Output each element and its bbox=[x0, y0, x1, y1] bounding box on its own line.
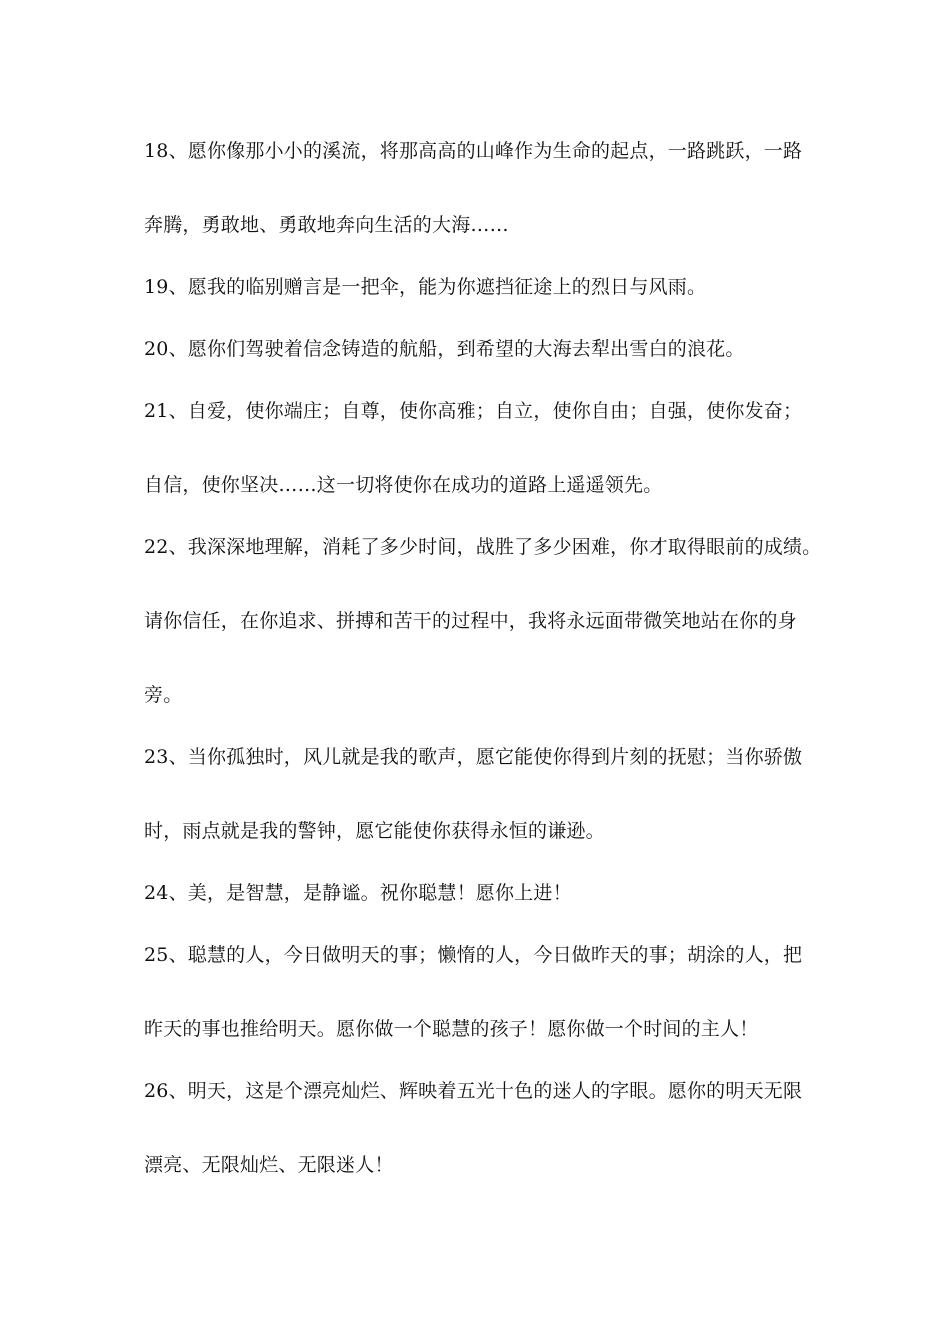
text-line-item-22-part-1: 22、我深深地理解，消耗了多少时间，战胜了多少困难，你才取得眼前的成绩。 bbox=[144, 536, 822, 558]
text-line-item-23-part-1: 23、当你孤独时，风儿就是我的歌声，愿它能使你得到片刻的抚慰；当你骄傲 bbox=[144, 746, 803, 768]
text-line-item-25-part-1: 25、聪慧的人，今日做明天的事；懒惰的人，今日做昨天的事；胡涂的人，把 bbox=[144, 944, 803, 966]
text-line-item-22-part-2: 请你信任，在你追求、拼搏和苦干的过程中，我将永远面带微笑地站在你的身 bbox=[144, 610, 797, 632]
text-line-item-21-part-1: 21、自爱，使你端庄；自尊，使你高雅；自立，使你自由；自强，使你发奋； bbox=[144, 400, 803, 422]
text-line-item-26-part-1: 26、明天，这是个漂亮灿烂、辉映着五光十色的迷人的字眼。愿你的明天无限 bbox=[144, 1080, 803, 1102]
text-line-item-26-part-2: 漂亮、无限灿烂、无限迷人！ bbox=[144, 1154, 394, 1176]
text-line-item-22-part-3: 旁。 bbox=[144, 684, 183, 706]
text-line-item-18-part-1: 18、愿你像那小小的溪流，将那高高的山峰作为生命的起点，一路跳跃，一路 bbox=[144, 140, 803, 162]
text-line-item-18-part-2: 奔腾，勇敢地、勇敢地奔向生活的大海…… bbox=[144, 214, 509, 236]
text-line-item-23-part-2: 时，雨点就是我的警钟，愿它能使你获得永恒的谦逊。 bbox=[144, 820, 605, 842]
text-line-item-24: 24、美，是智慧，是静谧。祝你聪慧！愿你上进！ bbox=[144, 882, 572, 904]
text-line-item-19: 19、愿我的临别赠言是一把伞，能为你遮挡征途上的烈日与风雨。 bbox=[144, 276, 707, 298]
text-line-item-20: 20、愿你们驾驶着信念铸造的航船，到希望的大海去犁出雪白的浪花。 bbox=[144, 338, 745, 360]
text-line-item-25-part-2: 昨天的事也推给明天。愿你做一个聪慧的孩子！愿你做一个时间的主人！ bbox=[144, 1018, 759, 1040]
text-line-item-21-part-2: 自信，使你坚决……这一切将使你在成功的道路上遥遥领先。 bbox=[144, 474, 663, 496]
